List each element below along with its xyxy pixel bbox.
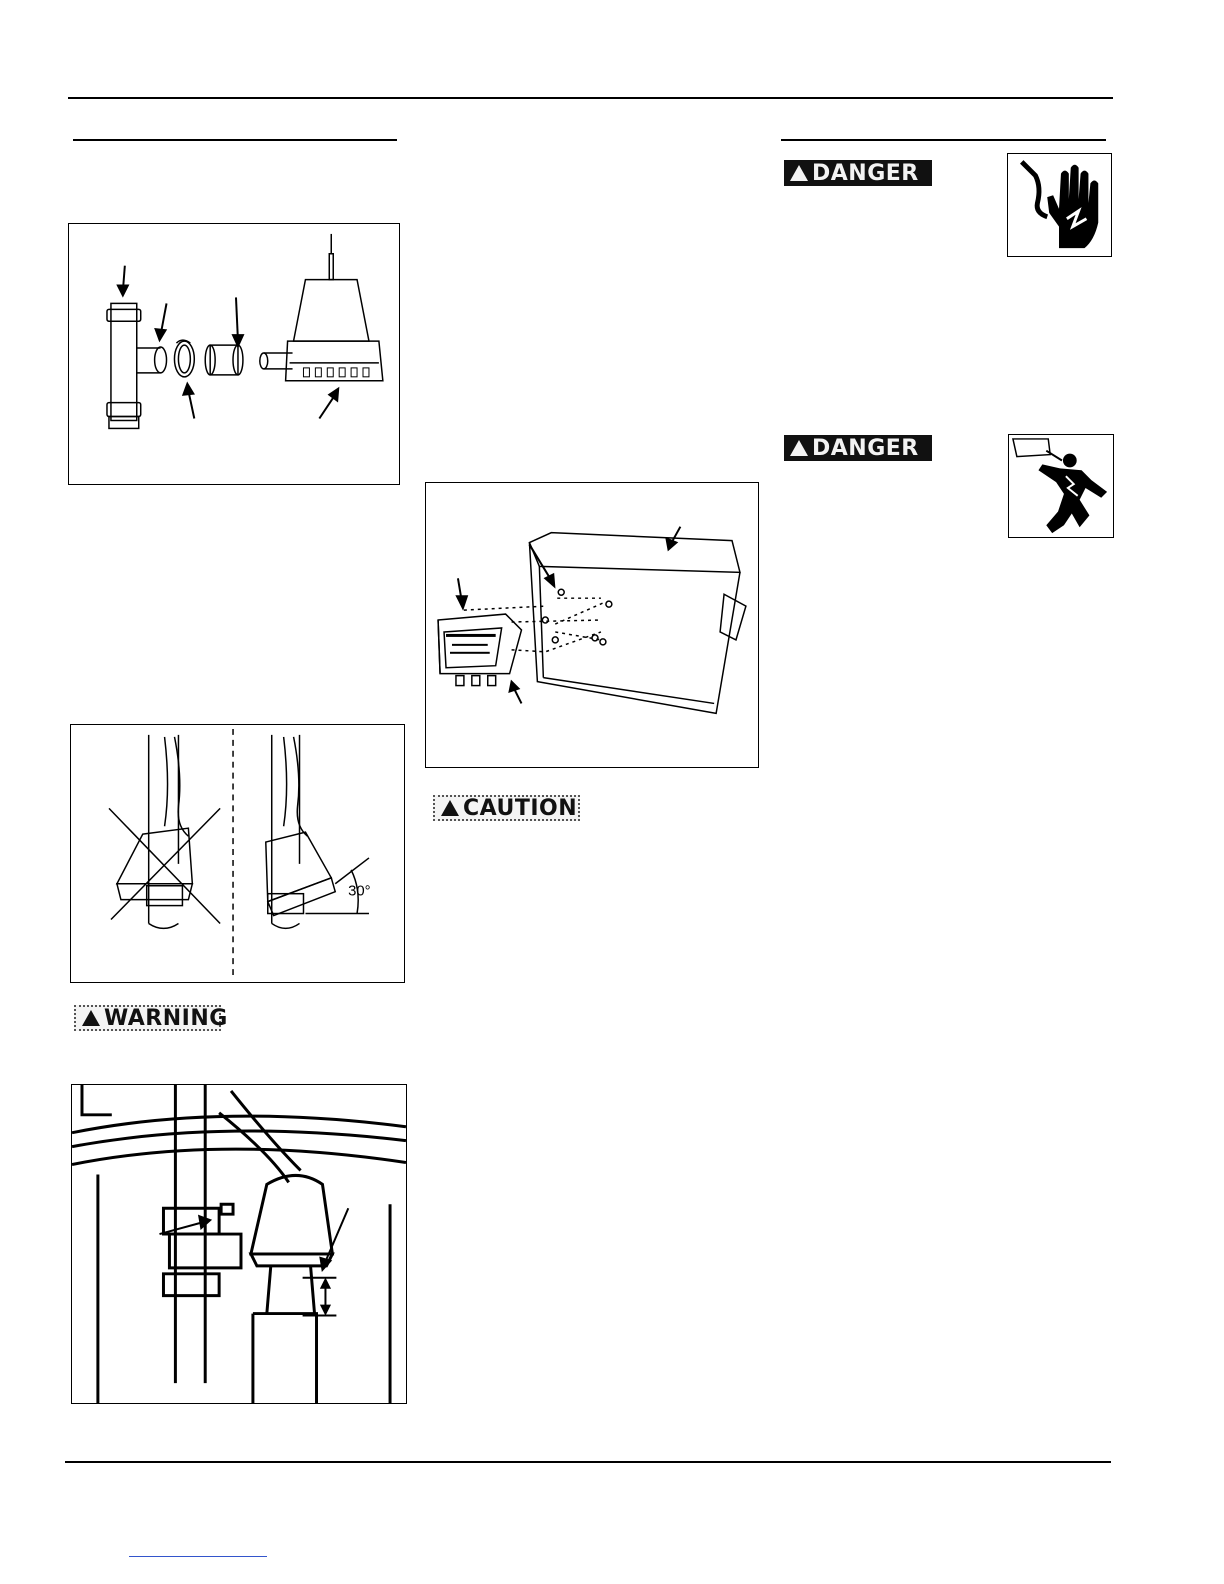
danger-label-2: DANGER (812, 435, 919, 461)
danger-label-1: DANGER (812, 160, 919, 186)
pump-assembly-drawing (69, 224, 399, 484)
caution-label: CAUTION (463, 795, 578, 821)
figure-basin-installation (71, 1084, 407, 1404)
warning-triangle-icon (82, 1010, 100, 1026)
angle-label: 30° (348, 883, 371, 900)
figure-battery-case (425, 482, 759, 768)
figure-pump-angle (70, 724, 405, 983)
warning-badge (74, 1005, 228, 1031)
basin-installation-drawing (72, 1085, 406, 1403)
figure-pump-assembly (68, 223, 400, 485)
battery-case-drawing (426, 483, 758, 767)
person-electrocution-icon (1008, 434, 1114, 538)
hand-electric-shock-icon (1007, 153, 1112, 257)
footer-link-underline[interactable] (129, 1556, 267, 1557)
danger-badge-2 (784, 435, 932, 461)
header-rule (68, 97, 1113, 99)
danger-triangle-icon (790, 165, 808, 181)
caution-triangle-icon (441, 800, 459, 816)
caution-badge (433, 795, 580, 821)
left-section-rule (73, 139, 397, 141)
danger-badge-1 (784, 160, 932, 186)
pump-angle-drawing (71, 725, 404, 982)
footer-rule (65, 1461, 1111, 1463)
warning-label: WARNING (104, 1005, 228, 1031)
danger-triangle-icon (790, 440, 808, 456)
right-section-rule (781, 139, 1106, 141)
